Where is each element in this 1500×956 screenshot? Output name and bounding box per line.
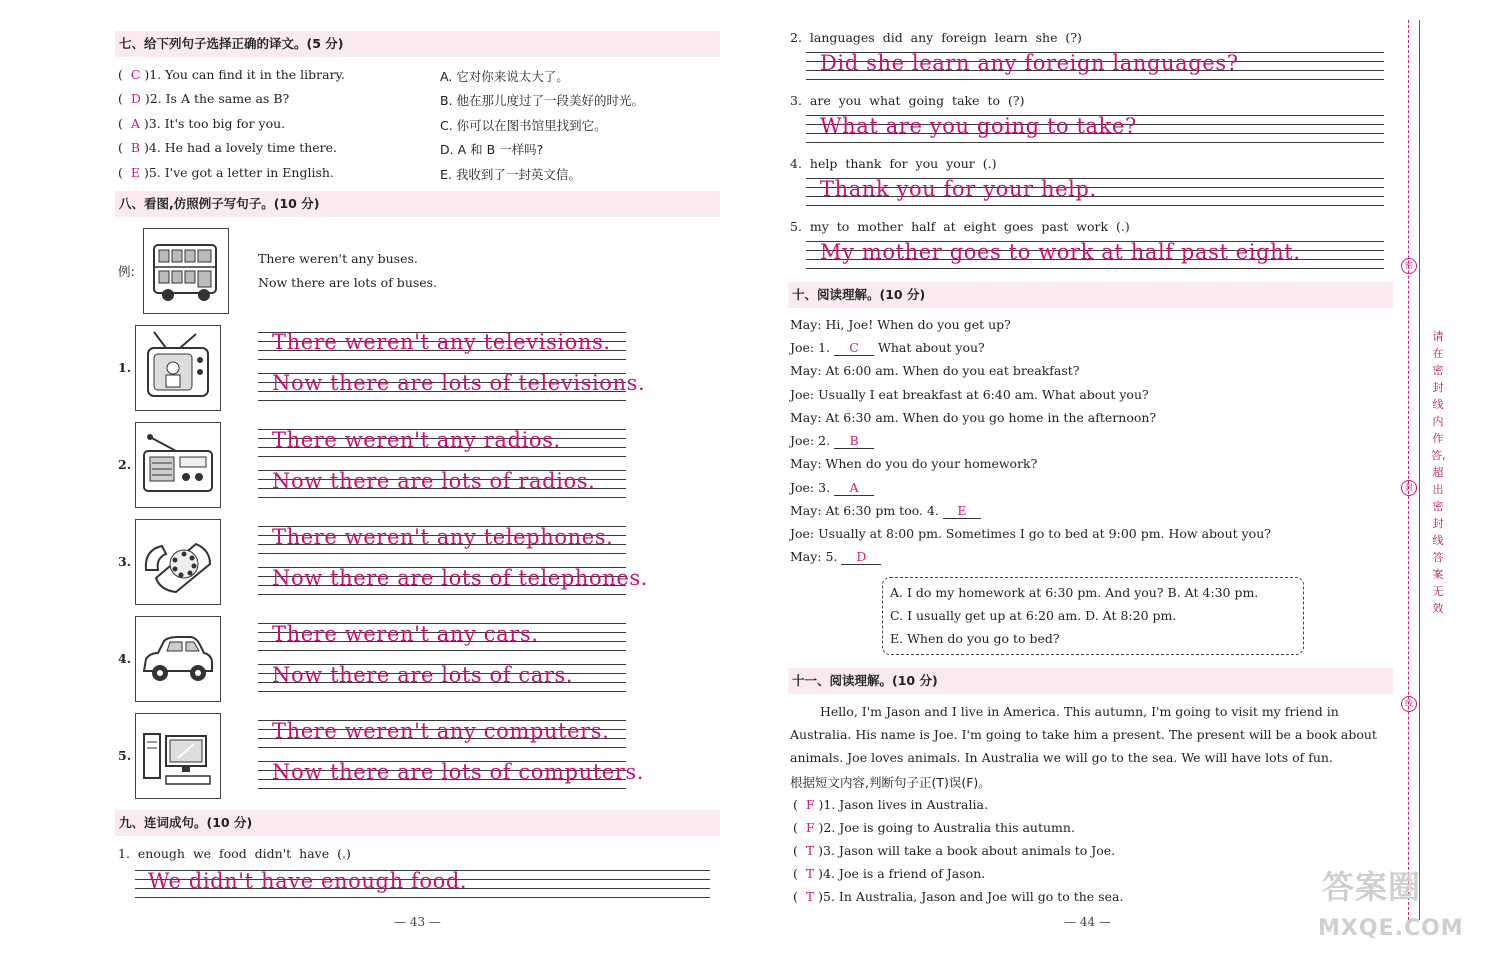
translation-a: A. 它对你来说太大了。 — [440, 69, 569, 84]
seal-note: 请在密封线内作答,超出密封线答案无效 — [1431, 330, 1446, 615]
list-item: ( C )1. You can find it in the library. — [118, 67, 345, 82]
list-item: ( F )1. Jason lives in Australia. — [793, 797, 988, 812]
passage-line: animals. Joe loves animals. In Australia we will go to the sea. We will have lots of fun. — [790, 750, 1333, 765]
watermark-url: MXQE.COM — [1318, 916, 1464, 941]
item-number: 4. — [118, 651, 132, 666]
item-number: 3. — [118, 554, 132, 569]
car-picture — [135, 616, 221, 702]
list-item: ( T )4. Joe is a friend of Jason. — [793, 866, 986, 881]
translation-e: E. 我收到了一封英文信。 — [440, 167, 581, 182]
watermark-logo: 答案圈 — [1322, 868, 1422, 906]
answer-sentence: There weren't any computers. — [272, 719, 610, 743]
page-number: — 44 — — [1064, 915, 1111, 929]
section-9-title: 九、连词成句。(10 分) — [115, 810, 720, 836]
question-words: 2. languages did any foreign learn she (?) — [790, 30, 1082, 45]
list-item: ( B )4. He had a lovely time there. — [118, 140, 338, 155]
answer-sentence: Now there are lots of cars. — [272, 663, 574, 687]
dialogue-line: Joe: Usually I eat breakfast at 6:40 am. What about you? — [790, 387, 1149, 402]
seal-line-dashed — [1408, 20, 1409, 920]
example-label: 例: — [118, 264, 135, 279]
television-picture — [135, 325, 221, 411]
example-sentence-2: Now there are lots of buses. — [258, 275, 438, 290]
dialogue-line: Joe: Usually at 8:00 pm. Sometimes I go to bed at 9:00 pm. How about you? — [790, 526, 1271, 541]
dialogue-line: May: At 6:00 am. When do you eat breakfast? — [790, 363, 1080, 378]
page-number: — 43 — — [394, 915, 441, 929]
seal-mark: 封 — [1401, 480, 1417, 496]
answer-blank: D — [841, 549, 881, 565]
dialogue-line: May: Hi, Joe! When do you get up? — [790, 317, 1011, 332]
answer-sentence: Now there are lots of televisions. — [272, 371, 646, 395]
list-item: ( F )2. Joe is going to Australia this autumn. — [793, 820, 1075, 835]
computer-icon — [136, 714, 220, 798]
option-line: C. I usually get up at 6:20 am. D. At 8:20 pm. — [890, 608, 1177, 623]
answer-sentence: Thank you for your help. — [820, 177, 1097, 201]
instruction: 根据短文内容,判断句子正(T)误(F)。 — [790, 775, 991, 790]
list-item: ( E )5. I've got a letter in English. — [118, 165, 334, 180]
telephone-picture — [135, 519, 221, 605]
list-item: ( D )2. Is A the same as B? — [118, 91, 290, 106]
passage-line: Australia. His name is Joe. I'm going to take him a present. The present will be a book about — [790, 727, 1377, 742]
answer-sentence: Did she learn any foreign languages? — [820, 51, 1239, 75]
answer-sentence: There weren't any telephones. — [272, 525, 614, 549]
seal-line — [1419, 20, 1420, 920]
translation-d: D. A 和 B 一样吗? — [440, 142, 544, 157]
question-words: 1. enough we food didn't have (.) — [118, 846, 351, 861]
question-words: 5. my to mother half at eight goes past work (.) — [790, 219, 1130, 234]
answer-sentence: What are you going to take? — [820, 114, 1137, 138]
item-number: 2. — [118, 457, 132, 472]
item-number: 1. — [118, 360, 132, 375]
dialogue-line: Joe: 2. B — [790, 433, 874, 449]
bus-picture — [143, 228, 229, 314]
option-line: A. I do my homework at 6:30 pm. And you? B. At 4:30 pm. — [890, 585, 1259, 600]
section-8-title: 八、看图,仿照例子写句子。(10 分) — [115, 191, 720, 217]
telephone-icon — [136, 520, 220, 604]
list-item: ( A )3. It's too big for you. — [118, 116, 286, 131]
answer-sentence: Now there are lots of telephones. — [272, 566, 649, 590]
example-sentence-1: There weren't any buses. — [258, 251, 418, 266]
section-10-title: 十、阅读理解。(10 分) — [788, 282, 1393, 308]
answer-sentence: Now there are lots of radios. — [272, 469, 596, 493]
translation-c: C. 你可以在图书馆里找到它。 — [440, 118, 607, 133]
answer-sentence: There weren't any televisions. — [272, 330, 611, 354]
answer-blank: E — [943, 503, 981, 519]
answer-sentence: My mother goes to work at half past eight. — [820, 240, 1301, 264]
question-words: 4. help thank for you your (.) — [790, 156, 997, 171]
answer-sentence: Now there are lots of computers. — [272, 760, 645, 784]
car-icon — [136, 617, 220, 701]
answer-sentence: There weren't any radios. — [272, 428, 561, 452]
radio-picture — [135, 422, 221, 508]
passage-line: Hello, I'm Jason and I live in America. This autumn, I'm going to visit my friend in — [820, 704, 1339, 719]
dialogue-line: May: 5. D — [790, 549, 881, 565]
dialogue-line: May: At 6:30 pm too. 4. E — [790, 503, 981, 519]
list-item: ( T )3. Jason will take a book about animals to Joe. — [793, 843, 1116, 858]
dialogue-line: May: At 6:30 am. When do you go home in the afternoon? — [790, 410, 1157, 425]
dialogue-line: Joe: 3. A — [790, 480, 874, 496]
answer-blank: B — [834, 433, 874, 449]
computer-picture — [135, 713, 221, 799]
translation-b: B. 他在那儿度过了一段美好的时光。 — [440, 93, 645, 108]
answer-sentence: We didn't have enough food. — [148, 869, 468, 893]
option-line: E. When do you go to bed? — [890, 631, 1060, 646]
item-number: 5. — [118, 748, 132, 763]
answer-sentence: There weren't any cars. — [272, 622, 539, 646]
section-7-title: 七、给下列句子选择正确的译文。(5 分) — [115, 31, 720, 57]
dialogue-line: Joe: 1. C What about you? — [790, 340, 985, 355]
question-words: 3. are you what going take to (?) — [790, 93, 1025, 108]
television-icon — [136, 326, 220, 410]
seal-mark: 密 — [1401, 258, 1417, 274]
list-item: ( T )5. In Australia, Jason and Joe will go to the sea. — [793, 889, 1124, 904]
radio-icon — [136, 423, 220, 507]
bus-icon — [144, 229, 228, 313]
dialogue-line: May: When do you do your homework? — [790, 456, 1038, 471]
answer-blank: A — [834, 480, 874, 496]
seal-mark: 线 — [1401, 696, 1417, 712]
section-11-title: 十一、阅读理解。(10 分) — [788, 668, 1393, 694]
answer-blank: C — [834, 340, 874, 356]
